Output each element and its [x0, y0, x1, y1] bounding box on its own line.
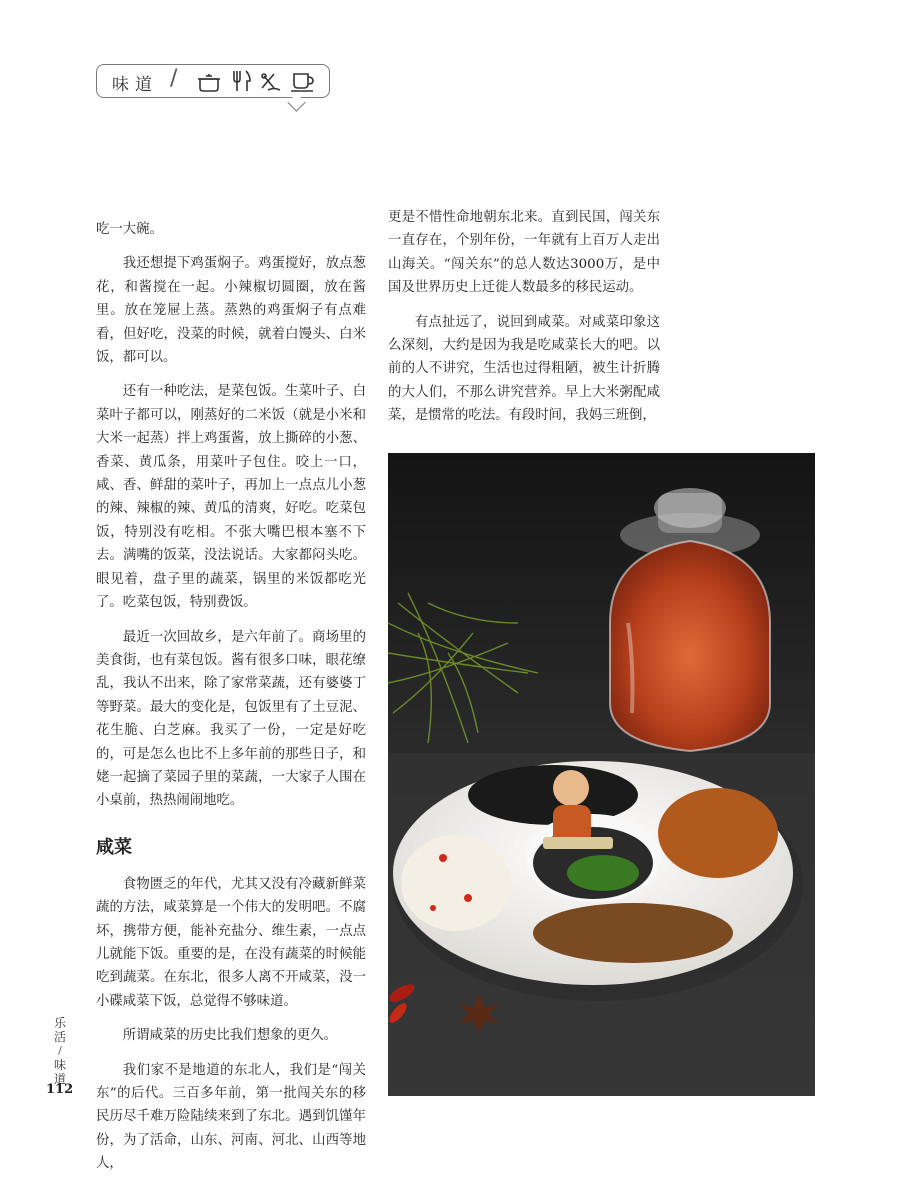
paragraph: 食物匮乏的年代，尤其又没有冷藏新鲜菜蔬的方法，咸菜算是一个伟大的发明吧。不腐坏，携带方便，能补充盐分、维生素，一点点儿就能下饭。重要的是，在没有蔬菜的时候能吃到蔬菜。在东北，很多人离不开咸菜，没一小碟咸菜下饭，总觉得不够味道。	[96, 876, 366, 1009]
left-text-column	[96, 218, 366, 1187]
side-section-label	[52, 1016, 68, 1086]
paragraph: 有点扯远了，说回到咸菜。对咸菜印象这么深刻，大约是因为我是吃咸菜长大的吧。以前的人不讲究，生活也过得粗陋，被生计折腾的大人们，不那么讲究营养。早上大米粥配咸菜，是惯常的吃法。有段时间，我妈三班倒，	[388, 314, 660, 424]
side-label-top: 乐 活	[53, 1016, 66, 1044]
paragraph: 我还想提下鸡蛋焖子。鸡蛋搅好，放点葱花，和酱搅在一起。小辣椒切圆圈，放在酱里。放在笼屉上蒸。蒸熟的鸡蛋焖子有点难看，但好吃，没菜的时候，就着白馒头、白米饭，都可以。	[96, 256, 366, 366]
header-divider: /	[170, 66, 178, 91]
pickle-jar	[610, 488, 770, 751]
header-icon-group	[196, 68, 324, 98]
pickled-bamboo	[658, 788, 778, 878]
pot-icon	[198, 74, 220, 91]
side-label-divider: /	[58, 1044, 62, 1057]
paragraph: 所谓咸菜的历史比我们想象的更久。	[122, 1028, 338, 1044]
paragraph: 吃一大碗。	[96, 222, 163, 237]
paragraph: 更是不惜性命地朝东北来。直到民国，闯关东一直存在，个别年份，一年就有上百万人走出山海关。“闯关东”的总人数达3000万，是中国及世界历史上迁徙人数最多的移民运动。	[388, 210, 660, 296]
paragraph: 我们家不是地道的东北人，我们是“闯关东”的后代。三百多年前，第一批闯关东的移民历尽千难万险陆续来到了东北。遇到饥馑年份，为了活命，山东、河南、河北、山西等地人，	[96, 1062, 366, 1172]
section-header-title: 味道	[112, 75, 158, 95]
page-number: 112	[46, 1082, 74, 1097]
right-text-column	[388, 206, 660, 439]
section-heading: 咸菜	[96, 836, 132, 858]
paragraph: 最近一次回故乡，是六年前了。商场里的美食街，也有菜包饭。酱有很多口味，眼花缭乱，我认不出来，除了家常菜蔬，还有婆婆丁等野菜。最大的变化是，包饭里有了土豆泥、花生脆、白芝麻。我买了一份，一定是好吃的，可是怎么也比不上多年前的那些日子，和姥一起摘了菜园子里的菜蔬，一大家子人围在小桌前，热热闹闹地吃。	[96, 629, 366, 809]
food-photo	[388, 453, 815, 1096]
utensils-icon	[262, 74, 280, 90]
cup-icon	[291, 74, 313, 91]
side-label-bottom: 味 道	[53, 1058, 66, 1086]
pickled-roots	[533, 903, 733, 963]
appetizer-plate	[393, 761, 803, 1001]
fork-knife-icon	[234, 71, 250, 91]
pickled-radish	[401, 835, 511, 931]
paragraph: 还有一种吃法，是菜包饭。生菜叶子、白菜叶子都可以，刚蒸好的二米饭（就是小米和大米一起蒸）拌上鸡蛋酱，放上撕碎的小葱、香菜、黄瓜条，用菜叶子包住。咬上一口，咸、香、鲜甜的菜叶子，再加上一点点儿小葱的辣、辣椒的辣、黄瓜的清爽，好吃。吃菜包饭，特别没有吃相。不张大嘴巴根本塞不下去。满嘴的饭菜，没法说话。大家都闷头吃。眼见着，盘子里的蔬菜，锅里的米饭都吃光了。吃菜包饭，特别费饭。	[96, 384, 366, 611]
